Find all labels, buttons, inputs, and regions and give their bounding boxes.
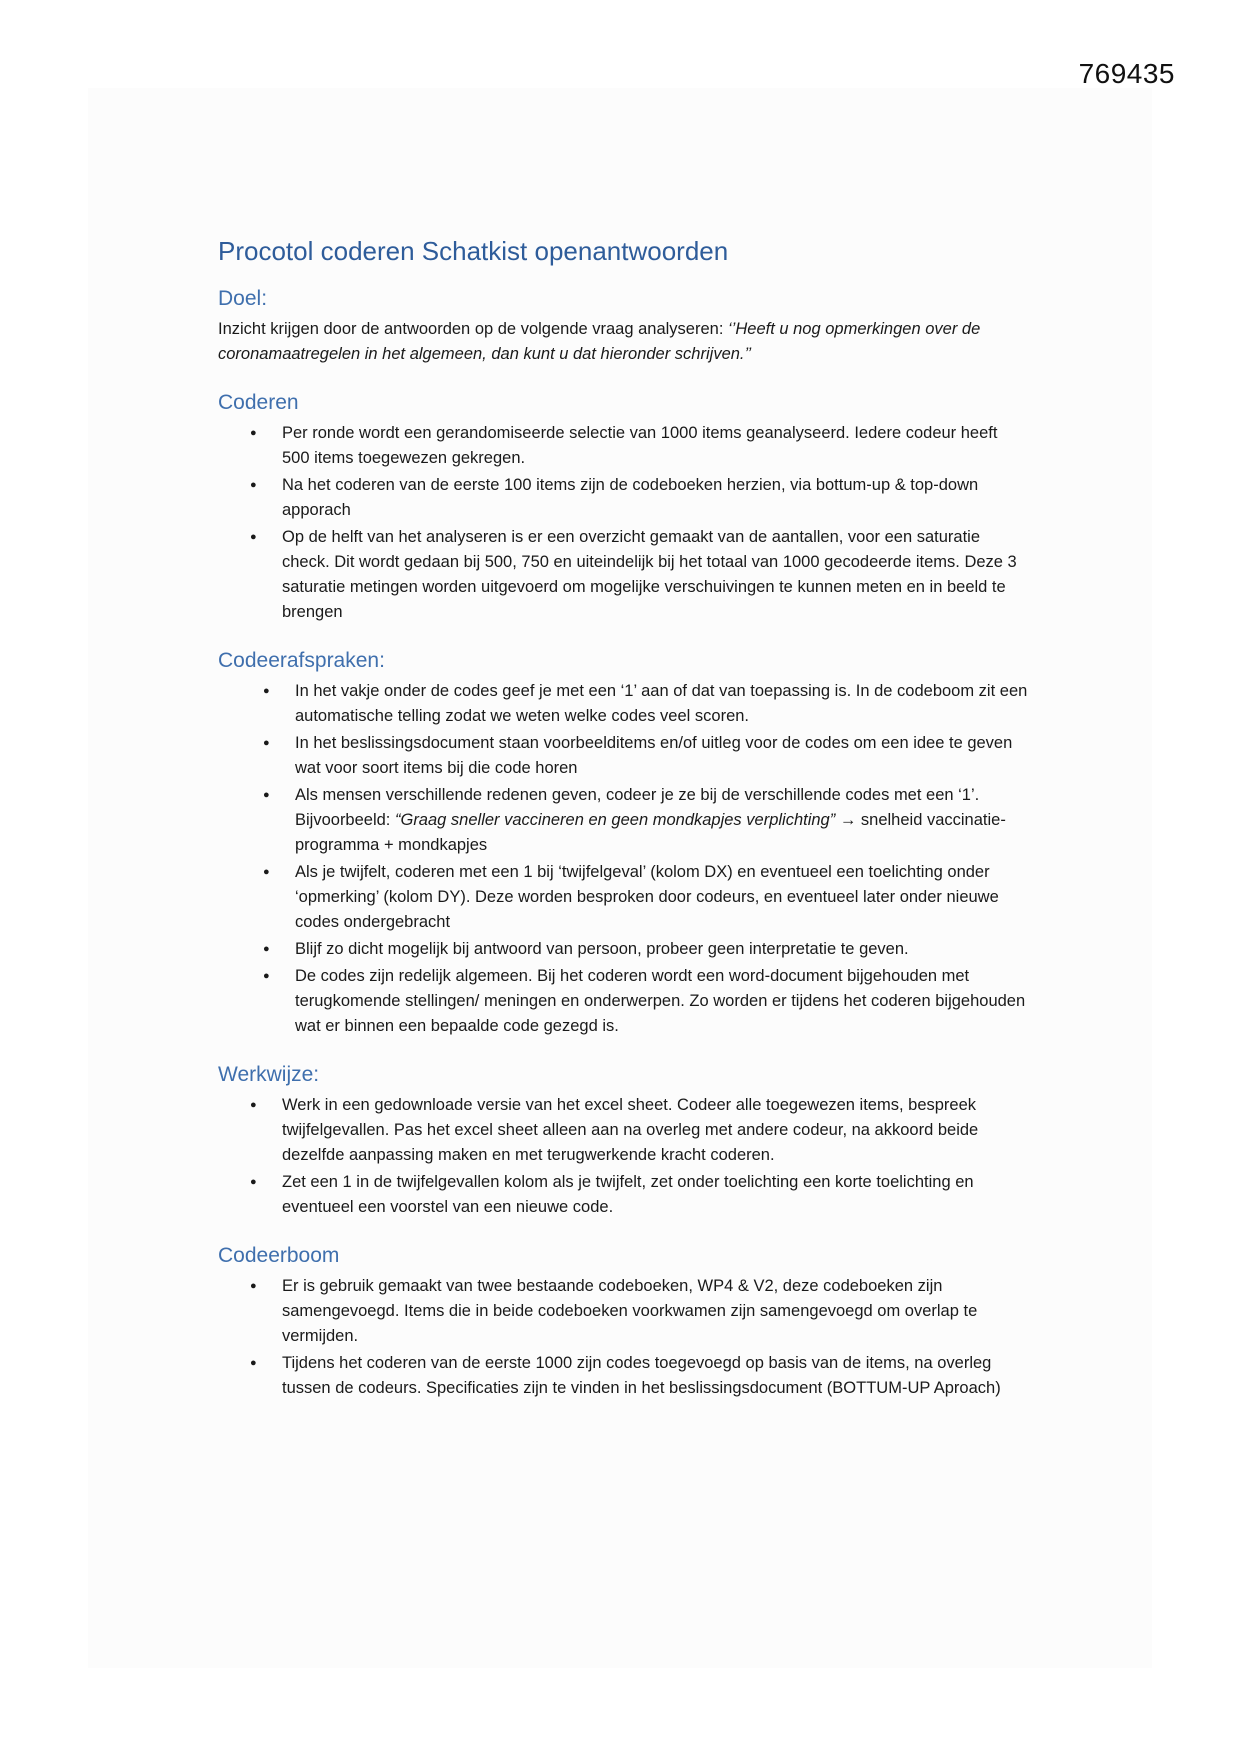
list-item: ● Na het coderen van de eerste 100 items zijn de codeboeken herzien, via bottum-up & top-down apporach — [218, 473, 1028, 523]
heading-codeerboom: Codeerboom — [218, 1244, 340, 1267]
example-quote: “Graag sneller vaccineren en geen mondkapjes verplichting” — [394, 811, 836, 829]
coderen-list — [218, 421, 1028, 625]
heading-werkwijze: Werkwijze: — [218, 1063, 320, 1086]
document-title: Procotol coderen Schatkist openantwoorden — [218, 236, 729, 266]
list-item: ● Zet een 1 in de twijfelgevallen kolom als je twijfelt, zet onder toelichting een korte toelichting en eventueel een voorstel van een nieuwe code. — [218, 1170, 1028, 1220]
heading-doel: Doel: — [218, 287, 268, 310]
list-item: ● Als je twijfelt, coderen met een 1 bij ‘twijfelgeval’ (kolom DX) en eventueel een toelichting onder ‘opmerking’ (kolom DY). Deze worden besproken door codeurs, en eventueel later onder nieuwe codes ondergebracht — [218, 860, 1028, 935]
list-item: ● Blijf zo dicht mogelijk bij antwoord van persoon, probeer geen interpretatie te geven. — [218, 937, 1028, 962]
doel-paragraph — [218, 317, 1028, 367]
doel-text: Inzicht krijgen door de antwoorden op de volgende vraag analyseren: — [218, 320, 729, 338]
list-item: ● Werk in een gedownloade versie van het excel sheet. Codeer alle toegewezen items, bespreek twijfelgevallen. Pas het excel sheet alleen aan na overleg met andere codeur, na akkoord beide dezelfde aanpassing maken en met terugwerkende kracht coderen. — [218, 1093, 1028, 1168]
list-item: ● Er is gebruik gemaakt van twee bestaande codeboeken, WP4 & V2, deze codeboeken zijn samengevoegd. Items die in beide codeboeken voorkwamen zijn samengevoegd om overlap te vermijden. — [218, 1274, 1028, 1349]
list-item: ● Op de helft van het analyseren is er een overzicht gemaakt van de aantallen, voor een saturatie check. Dit wordt gedaan bij 500, 750 en uiteindelijk bij het totaal van 1000 gecodeerde items. Deze 3 saturatie metingen worden uitgevoerd om mogelijke verschuivingen te kunnen meten en in beeld te brengen — [218, 525, 1028, 625]
codeerafspraken-list — [218, 679, 1028, 1039]
codeerboom-list — [218, 1274, 1028, 1401]
heading-codeerafspraken: Codeerafspraken: — [218, 649, 385, 672]
example-result: → snelheid vaccinatie-programma + mondkapjes — [295, 811, 1006, 854]
werkwijze-list — [218, 1093, 1028, 1220]
heading-coderen: Coderen — [218, 391, 299, 414]
list-item: ● De codes zijn redelijk algemeen. Bij het coderen wordt een word-document bijgehouden met terugkomende stellingen/ meningen en onderwerpen. Zo worden er tijdens het coderen bijgehouden wat er binnen een bepaalde code gezegd is. — [218, 964, 1028, 1039]
list-item: ● In het beslissingsdocument staan voorbeelditems en/of uitleg voor de codes om een idee te geven wat voor soort items bij die code horen — [218, 731, 1028, 781]
list-item: ● Per ronde wordt een gerandomiseerde selectie van 1000 items geanalyseerd. Iedere codeur heeft 500 items toegewezen gekregen. — [218, 421, 1028, 471]
list-item-example — [218, 783, 1028, 858]
list-item: ● In het vakje onder de codes geef je met een ‘1’ aan of dat van toepassing is. In de codeboom zit een automatische telling zodat we weten welke codes veel scoren. — [218, 679, 1028, 729]
document-body — [218, 236, 1028, 1425]
list-item: ● Tijdens het coderen van de eerste 1000 zijn codes toegevoegd op basis van de items, na overleg tussen de codeurs. Specificaties zijn te vinden in het beslissingsdocument (BOTTUM-UP Aproach) — [218, 1351, 1028, 1401]
document-id: 769435 — [1078, 58, 1175, 89]
doel-quote: ‘’Heeft u nog opmerkingen over de coronamaatregelen in het algemeen, dan kunt u dat hieronder schrijven.’’ — [218, 320, 981, 363]
example-text: Als mensen verschillende redenen geven, codeer je ze bij de verschillende codes met een ‘1’. Bijvoorbeeld: — [295, 786, 980, 829]
